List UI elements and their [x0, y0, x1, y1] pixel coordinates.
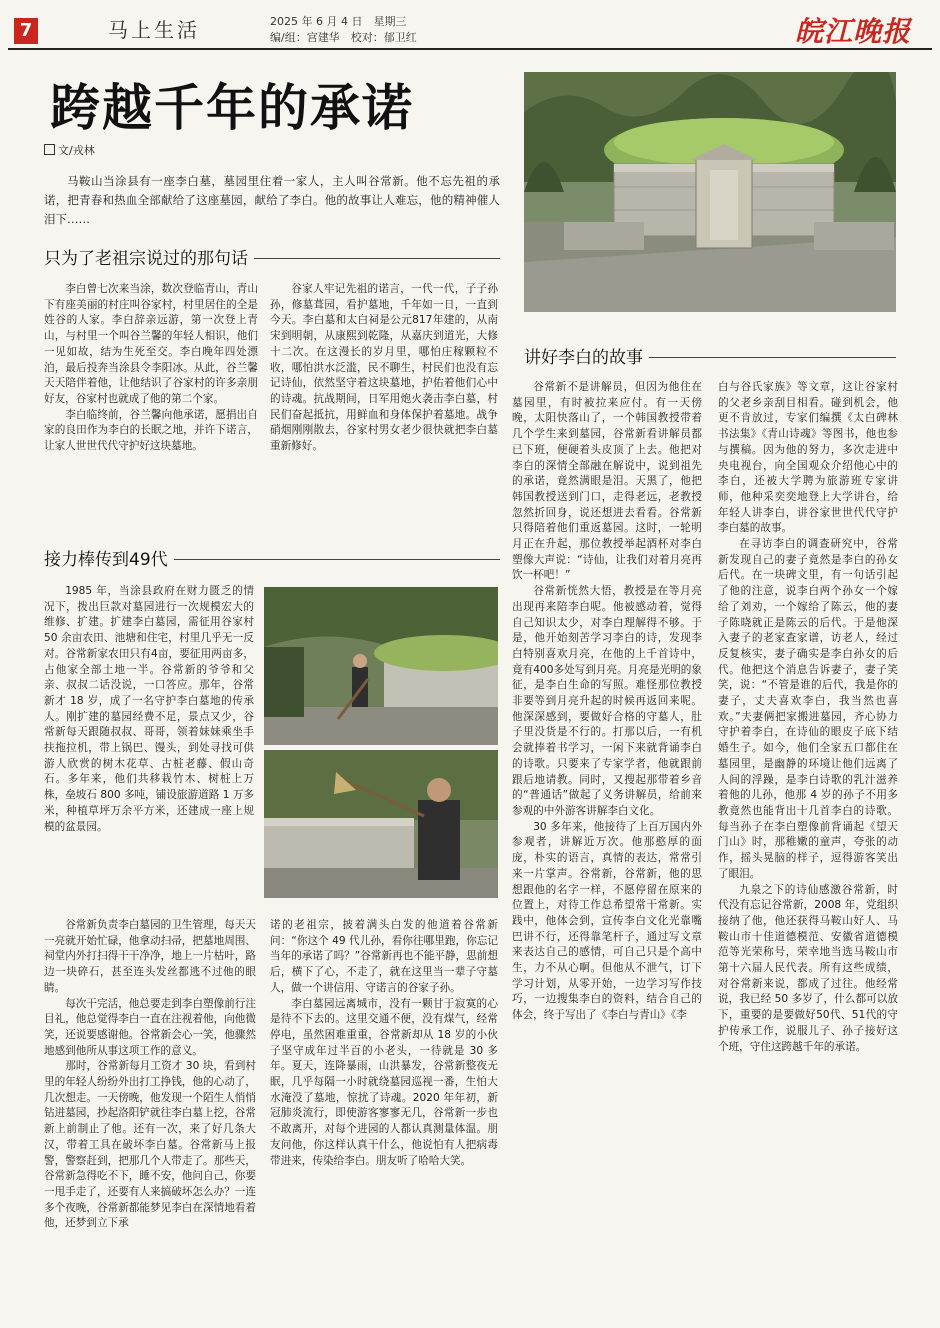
- subhead-3-text: 讲好李白的故事: [524, 348, 643, 368]
- date-line: 2025 年 6 月 4 日 星期三: [270, 15, 407, 28]
- subhead-3: [524, 343, 896, 368]
- header-divider: [8, 48, 932, 50]
- paragraph-b1: 谷家人牢记先祖的诺言，一代一代，子子孙孙，修墓葺园，看护墓地，千年如一日，一直到今天。李白墓和太白祠是公元817年建的，从南宋到明朝，从康熙到乾隆，从嘉庆到道光，大修十二次。在这漫长的岁月里，哪怕庄稼颗粒不收，哪怕洪水泛滥，民不聊生，村民们也没有忘记诗仙，依然坚守着这块墓地，护佑着他们心中的诗魂。抗战期间，日军用炮火袭击李白墓，村民们奋起抵抗，用鲜血和身体保护着墓地。战争硝烟刚刚散去，谷家村男女老少很快就把李白墓重新修好。: [270, 283, 498, 453]
- square-bullet-icon: [44, 144, 55, 155]
- broom-photo: [264, 750, 498, 898]
- paragraph-c3: 每次干完活，他总要走到李白塑像前行注目礼，他总觉得李白一直在注视着他，向他微笑，还说要感谢他。谷常新会心一笑，他骤然地感到他所从事这项工作的意义。: [44, 997, 256, 1057]
- column-2b: [44, 918, 256, 1320]
- column-3b: [718, 380, 898, 1320]
- byline-text: 文/戎林: [58, 144, 95, 157]
- column-1a: [44, 282, 258, 512]
- subhead-3-rule: [649, 357, 896, 358]
- section-name: 马上生活: [108, 18, 200, 42]
- paragraph-a2: 李白临终前，谷兰馨向他承诺，愿捐出自家的良田作为李白的长眠之地，并许下诺言，让家人世世代代守护好这块墓地。: [44, 408, 258, 453]
- paragraph-c2: 谷常新负责李白墓园的卫生管理，每天天一亮就开始忙碌，他拿动扫帚，把墓地周围、祠堂内外打扫得干干净净，地上一片枯叶，路边一块碎石，甚至连头发丝都逃不过他的眼睛。: [44, 919, 256, 994]
- sweeping-man-photo-icon: [264, 587, 498, 745]
- man-with-broom-at-tomb-photo-icon: [264, 750, 498, 898]
- tomb-photo-icon: [524, 72, 896, 312]
- column-2a: [44, 584, 254, 912]
- column-3a: [512, 380, 702, 1320]
- column-2c: [270, 918, 498, 1320]
- paragraph-f1: 白与谷氏家族》等文章，这让谷家村的父老乡亲刮目相看。碰到机会，他更不肯放过，专家们编撰《太白碑林书法集》《青山诗魂》等图书，他也参与撰稿。因为他的努力，多次走进中央电视台，向全国观众介绍他心中的李白，还被大学聘为旅游班专家讲师，他种采奕奕地登上大学讲台，给年轻人讲李白，讲谷家世世代代守护李白墓的故事。: [718, 381, 898, 535]
- subhead-2-rule: [174, 559, 500, 560]
- editor-line: 编/组：宫建华 校对：郁卫红: [270, 31, 417, 44]
- paragraph-e1: 谷常新不是讲解员，但因为他住在墓园里，有时被拉来应付。有一天傍晚，太阳快落山了，一个韩国教授带着几个学生来到墓园，谷常新看讲解员都已下班，便硬着头皮顶了上去。他把对李白的深情全部融在解说中，说到祖先的承诺，竟然满眼是泪。天黑了，他把韩国教授送到门口，走得老远，老教授忽然折回身，说还想进去看看。谷常新只得陪着他们重返墓园。这时，一轮明月正在升起，那位教授举起酒杯对李白塑像大声说：“诗仙，让我们对着月亮再饮一杯吧！”: [512, 381, 702, 582]
- subhead-2: [44, 545, 500, 570]
- paragraph-c4: 那时，谷常新每月工资才 30 块，看到村里的年轻人纷纷外出打工挣钱，他的心动了，几次想走。一天傍晚，他发现一个陌生人悄悄钻进墓园，抄起洛阳铲就往李白墓上挖，谷常新上前制止了他。还有一次，来了好几条大汉，带着工具在破坏李白墓。谷常新马上报警，警察赶到，把那几个人带走了。那些天，谷常新急得吃不下，睡不安，他问自己，你要一甩手走了，还要有人来搞破坏怎么办？一连多个夜晚，谷常新都能梦见李白在深情地看着他，还梦到立下承: [44, 1060, 256, 1230]
- byline: [44, 142, 95, 158]
- sweeping-photo: [264, 587, 498, 745]
- paragraph-a1: 李白曾七次来当涂，数次登临青山，青山下有座美丽的村庄叫谷家村，村里居住的全是姓谷的人家。李白辞亲远游，第一次登上青山，与村里一个叫谷兰馨的年轻人相识，他们一见如故，结为生死至交。李白晚年四处漂泊，最后投奔当涂县令李阳冰。从此，谷兰馨天天陪伴着他，让他结识了谷家村的许多亲朋好友，谷家村也就成了他的第二个家。: [44, 283, 258, 405]
- paragraph-e2: 谷常新恍然大悟，教授是在等月亮出现再来陪李白呢。他被感动着，觉得自己知识太少，对李白理解得不够。于是，他开始刻苦学习李白的诗，发现李白特别喜欢月亮，在他的上千首诗中，竟有400多处写到月亮。月亮是光明的象征，是李白生命的写照。难怪那位教授非要等到月亮升起的时候再返回来呢。他深深感到，要做好合格的守墓人，肚子里没货是不行的。打那以后，一有机会就捧着书学习，一闲下来就背诵李白的诗歌。只要来了专家学者，他就跟前跟后地请教。同时，又搜起那带着乡音的“普通话”做起了义务讲解员，给前来参观的中外游客讲解李白文化。: [512, 585, 702, 817]
- subhead-1-rule: [254, 258, 500, 259]
- paragraph-d2: 李白墓园远离城市，没有一颗甘于寂寞的心是待不下去的。这里交通不便，没有煤气，经常停电，虽然困难重重，谷常新却从 18 岁的小伙子坚守成年过半百的小老头，一待就是 30 多年。夏天，连降暴雨，山洪暴发，谷常新整夜无眠，几乎每隔一小时就绕墓园巡视一番，生怕大水淹没了墓地，惊扰了诗魂。2020 年年初，新冠肺炎流行，即使游客寥寥无几，谷常新一步也不敢离开，对每个进园的人都认真测量体温。朋友问他，你这样认真干什么，他说怕有人把病毒带进来，传染给李白。朋友听了哈哈大笑。: [270, 997, 498, 1167]
- page-number: 7: [14, 18, 38, 44]
- subhead-1: [44, 244, 500, 269]
- paragraph-f3: 九泉之下的诗仙感激谷常新，时代没有忘记谷常新，2008 年，党组织接纳了他，他还获得马鞍山好人、马鞍山市十佳道德模范、安徽省道德模范等光荣称号，荣幸地当选马鞍山市第十六届人民代表。所有这些成绩，对谷常新来说，都成了过往。他经常说，我已经 50 多岁了，什么都可以放下，重要的是要做好50代、51代的守护传承工作，说服儿子、孙子接好这个班，守住这跨越千年的承诺。: [718, 883, 898, 1053]
- column-1b: [270, 282, 498, 512]
- subhead-2-text: 接力棒传到49代: [44, 550, 168, 570]
- tomb-photo: [524, 72, 896, 312]
- paragraph-f2: 在寻访李白的调查研究中，谷常新发现自己的妻子竟然是李白的孙女后代。在一块碑文里，有一句话引起了他的注意，说李白两个孙女一个嫁给了刘劝，一个嫁给了陈云，他的妻子陈晓就正是陈云的后代。于是他深入妻子的老家查家谱，访老人，经过反复核实，妻子确实是李白孙女的后代。他把这个消息告诉妻子，妻子笑笑，说：“不管是谁的后代，我是你的妻子，丈夫喜欢李白，我当然也喜欢。”夫妻俩把家搬进墓园，齐心协力守护着李白，在诗仙的眼皮子底下结婚生子。如今，他们全家五口都住在墓园里，是幽静的环境让他们远离了人间的浮躁，是李白诗歌的乳汁滋养着他的儿孙，他那 4 岁的孙子不用多教竟然也能背出十几首李白的诗歌。每当孙子在李白塑像前背诵起《望天门山》时，那稚嫩的童声，夸张的动作，摇头晃脑的样子，逗得游客笑出了眼泪。: [718, 538, 898, 880]
- paragraph-d1: 诺的老祖宗，披着满头白发的他道着谷常新问：“你这个 49 代儿孙，看你往哪里跑，你忘记当年的承诺了吗？”谷常新再也不能平静，思前想后，横下了心，不走了，就在这里当一辈子守墓人，做一个讲信用、守诺言的谷家子孙。: [270, 919, 498, 994]
- subhead-1-text: 只为了老祖宗说过的那句话: [44, 249, 248, 269]
- paragraph-c1: 1985 年，当涂县政府在财力匮乏的情况下，拨出巨款对墓园进行一次规模宏大的维修、扩建。扩建李白墓园，需征用谷家村 50 余亩农田、池塘和住宅，村里几乎无一反对。谷常新家农田只有4亩，要征用两亩多，占他家全部土地一半。谷常新的爷爷和父亲、叔叔二话没说，一口答应。那年，谷常新才 18 岁，成了一名守护李白墓地的传承人。刚扩建的墓园经费不足，景点又少，谷常新每天跟随叔叔、哥哥，领着妹妹乘坐手扶拖拉机，带上锅巴、馒头，到处寻找可供游人欣赏的树木花草、古桩老藤、假山奇石。多年来，他们共移栽竹木、树桩上万株，垒坡石 800 多吨，铺设旅游道路 1 万多米，种植草坪万余平方米，还建成一座上规模的盆景园。: [44, 585, 254, 833]
- article-title: 跨越千年的承诺: [50, 78, 414, 137]
- paragraph-e3: 30 多年来，他接待了上百万国内外参观者，讲解近万次。他那憨厚的面庞，朴实的语言，真情的表达，常常引来一片掌声。谷常新，谷常新，他的思想跟他的名字一样，不愿停留在原来的位置上，对待工作总希望常干常新。实践中，他体会到，宣传李白文化光靠嘴巴讲不行，还得靠笔杆子，通过写文章来表达自己的感情，可自己只是个高中生，力不从心啊。但他从不泄气，订下学习计划，从零开始，一边学习写作技巧，一边搜集李白的资料，结合自己的体会，终于写出了《李白与青山》《李: [512, 820, 702, 1022]
- newspaper-masthead: 皖江晚报: [795, 15, 912, 48]
- lead-paragraph: 马鞍山当涂县有一座李白墓，墓园里住着一家人，主人叫谷常新。他不忘先祖的承诺，把青春和热血全部献给了这座墓园，献给了李白。他的故事让人难忘，他的精神催人泪下……: [44, 174, 500, 226]
